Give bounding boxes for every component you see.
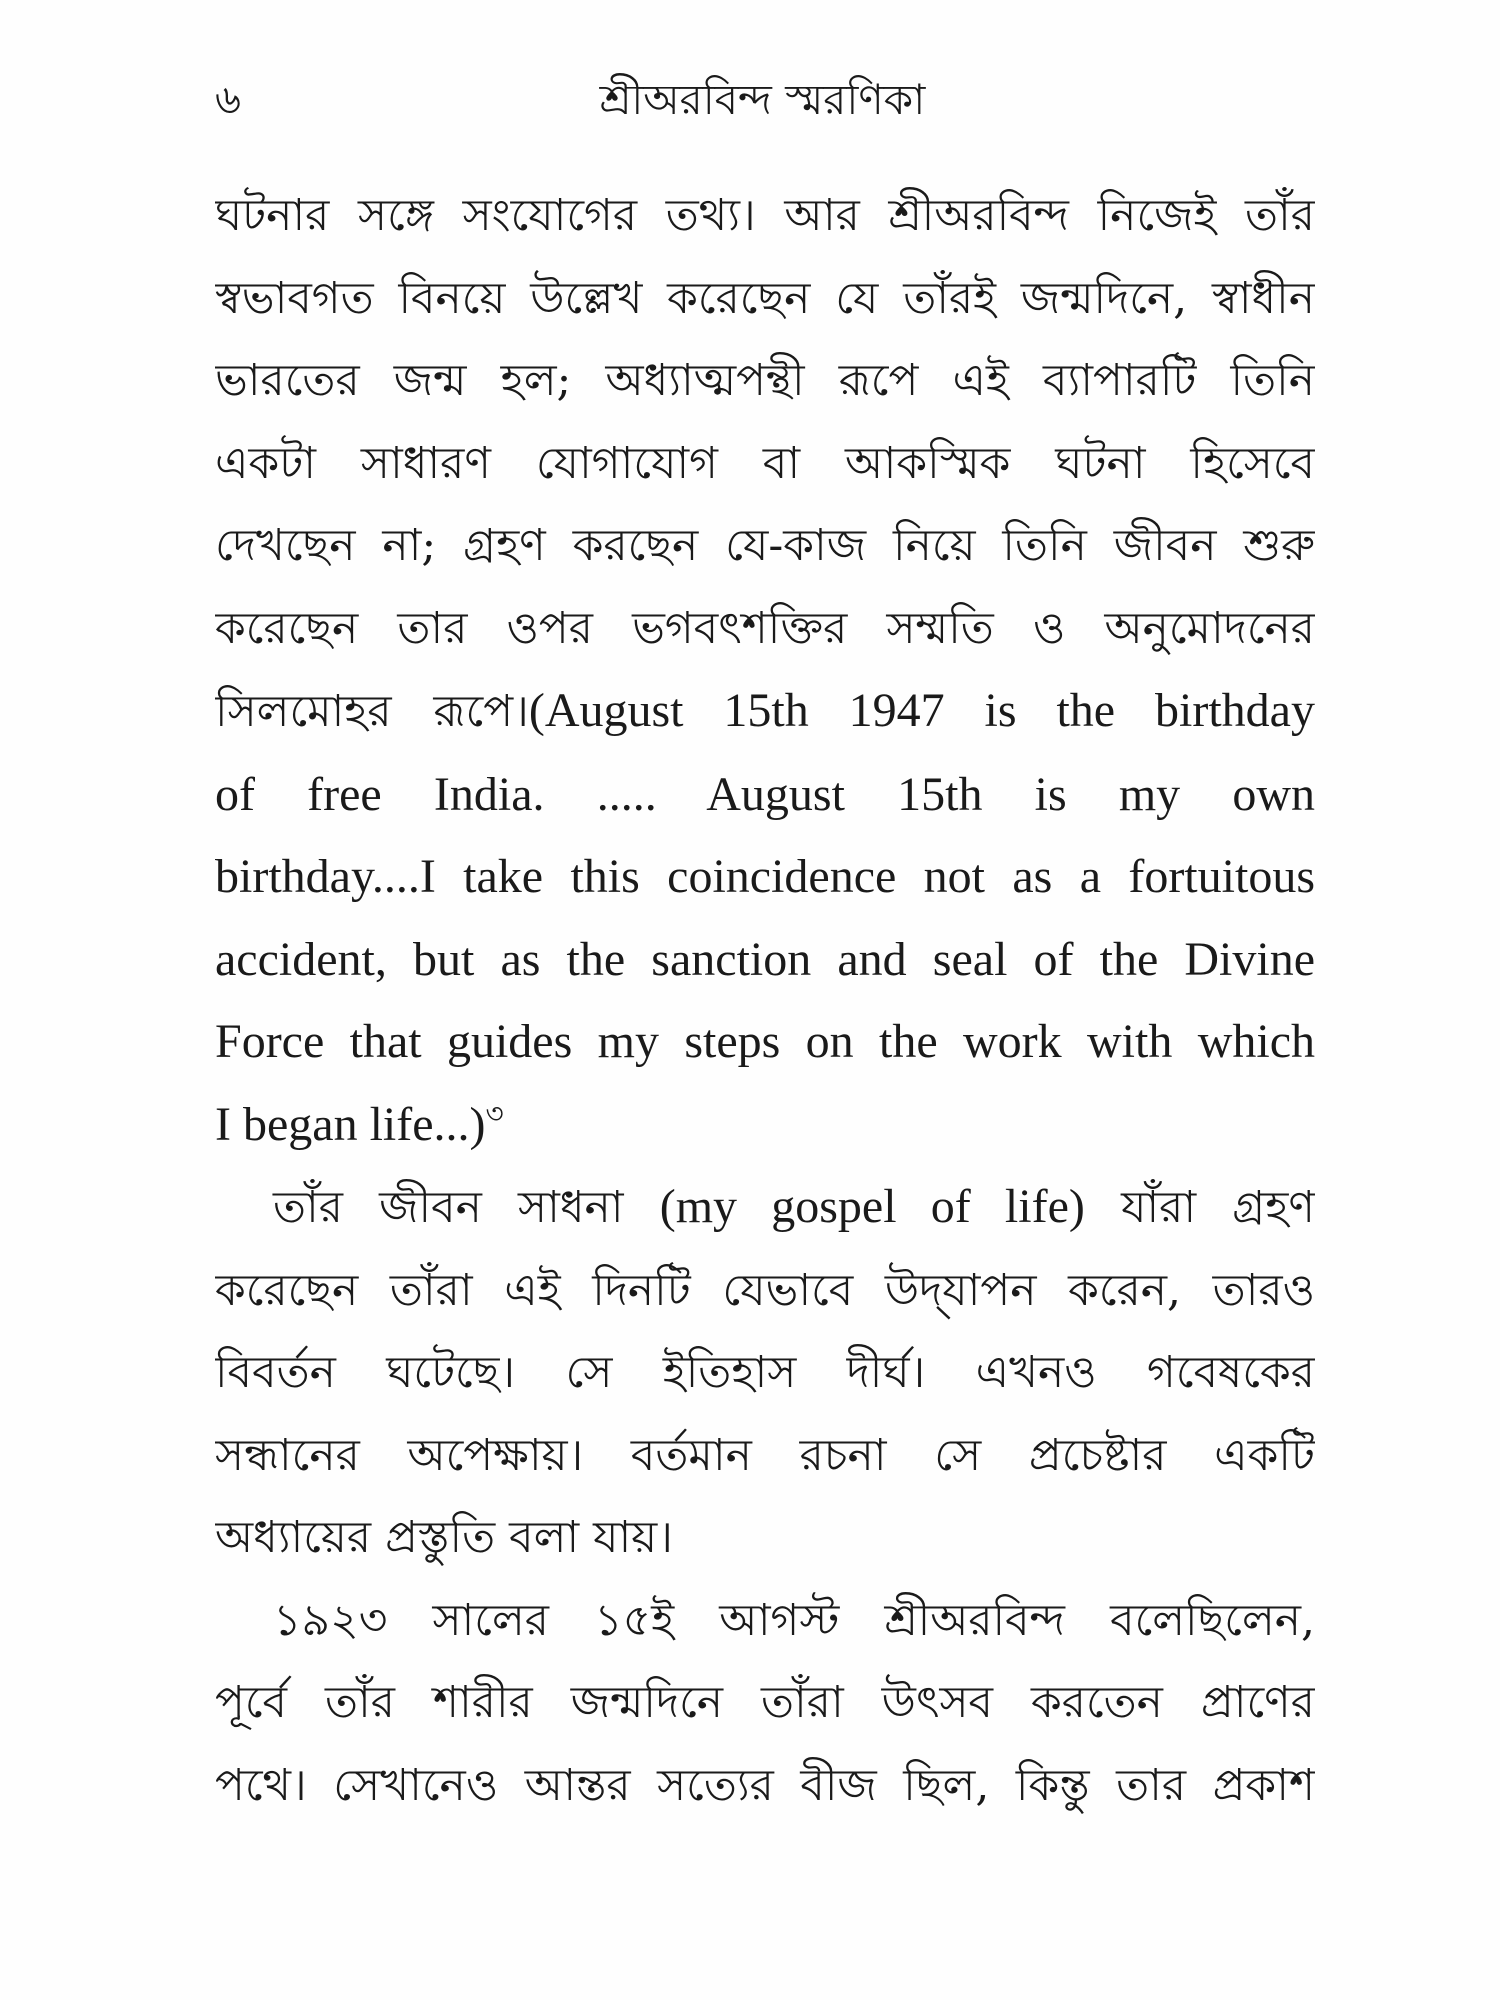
paragraph-2 [215, 1166, 1315, 1580]
text-line: ১৯২৩ সালের ১৫ই আগস্ট শ্রীঅরবিন্দ বলেছিলেন, [273, 1594, 1315, 1646]
quote-line: of free India. ..... August 15th is my own [215, 767, 1315, 821]
text-line-mixed [215, 670, 1315, 754]
text-line-mixed [215, 1166, 1315, 1250]
text-line: বিবর্তন ঘটেছে। সে ইতিহাস দীর্ঘ। এখনও গবেষকের [215, 1347, 1315, 1398]
text-line: দেখছেন না; গ্রহণ করছেন যে-কাজ নিয়ে তিনি জীবন শুরু [215, 520, 1315, 571]
page-number: ৬ [215, 77, 242, 123]
bengali-segment: সিলমোহর রূপে। [215, 686, 529, 737]
quote-segment: (August 15th 1947 is the birthday [528, 684, 1315, 737]
body-text [215, 175, 1315, 1827]
text-line: পূর্বে তাঁর শারীর জন্মদিনে তাঁরা উৎসব করতেন প্রাণের [215, 1677, 1315, 1728]
text-line: পথে। সেখানেও আন্তর সত্যের বীজ ছিল, কিন্তু তার প্রকাশ [215, 1759, 1315, 1811]
quote-end: I began life...) [215, 1097, 486, 1151]
page-header [215, 70, 1310, 130]
footnote-mark[interactable]: ৩ [485, 1098, 504, 1130]
text-line: একটা সাধারণ যোগাযোগ বা আকস্মিক ঘটনা হিসেবে [215, 437, 1315, 489]
text-line: করেছেন তাঁরা এই দিনটি যেভাবে উদ্‌যাপন করেন, তারও [215, 1264, 1315, 1316]
text-line: ঘটনার সঙ্গে সংযোগের তথ্য। আর শ্রীঅরবিন্দ নিজেই তাঁর [215, 190, 1315, 241]
text-line: সন্ধানের অপেক্ষায়। বর্তমান রচনা সে প্রচেষ্টার একটি [215, 1429, 1315, 1481]
quote-line: accident, but as the sanction and seal of the Divine [215, 932, 1315, 986]
text-line-last: অধ্যায়ের প্রস্তুতি বলা যায়। [215, 1512, 673, 1563]
quote-line: birthday....I take this coincidence not as a fortuitous [215, 850, 1315, 903]
running-title: শ্রীঅরবিন্দ স্মরণিকা [599, 75, 926, 124]
quote-line-last [215, 1084, 1315, 1167]
paragraph-1 [215, 175, 1315, 1166]
bengali-segment: যাঁরা গ্রহণ [1121, 1182, 1315, 1233]
text-line: স্বভাবগত বিনয়ে উল্লেখ করেছেন যে তাঁরই জন্মদিনে, স্বাধীন [215, 272, 1315, 324]
bengali-segment: তাঁর জীবন সাধনা [273, 1182, 624, 1233]
quote-line: Force that guides my steps on the work with which [215, 1015, 1315, 1068]
english-segment: (my gospel of life) [659, 1180, 1085, 1233]
text-line: করেছেন তার ওপর ভগবৎশক্তির সম্মতি ও অনুমোদনের [215, 602, 1315, 654]
paragraph-3 [215, 1580, 1315, 1828]
text-line: ভারতের জন্ম হল; অধ্যাত্মপন্থী রূপে এই ব্যাপারটি তিনি [215, 355, 1315, 406]
